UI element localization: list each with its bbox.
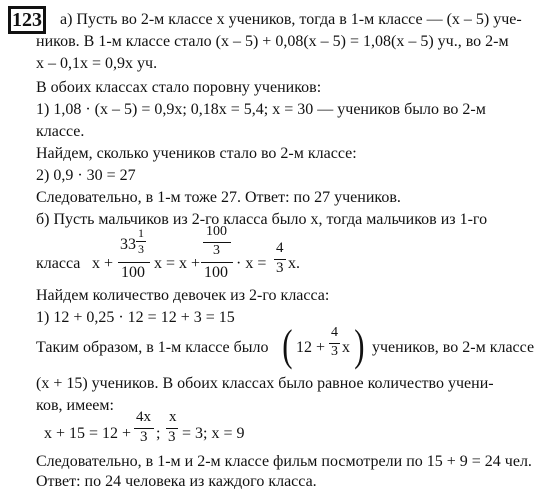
text-line-19: Ответ: по 24 человека из каждого класса. [36,473,317,490]
eq1-den1: 100 [121,264,145,281]
problem-number-badge: 123 [8,6,46,34]
text-line-5: 1) 1,08 · (x – 5) = 0,9x; 0,18x = 5,4; x = 30 — учеников было во 2-м [36,101,486,118]
eq1-res-x: x. [288,255,300,272]
eq3-f2-d: 3 [168,429,176,445]
eq3-semi: ; [156,425,161,442]
eq1-frac1-bar [118,262,150,263]
eq1-num2-d: 3 [213,243,220,258]
eq3-f1-d: 3 [140,429,148,445]
text-line-6: классе. [36,123,85,140]
eq1-res-n: 4 [276,240,284,256]
eq1-num1-frac-d: 3 [138,242,144,256]
eq2-x: x [342,339,350,356]
eq3-right: = 3; x = 9 [182,425,245,442]
text-line-15: (x + 15) учеников. В обоих классах было равное количество учени- [36,375,494,392]
eq1-frac2-bar [201,262,233,263]
text-line-13: 1) 12 + 0,25 · 12 = 12 + 3 = 15 [36,309,235,326]
eq1-mid: x = x + [154,255,201,272]
text-line-12: Найдем количество девочек из 2-го класса: [36,287,330,304]
eq1-num1-whole: 33 [120,236,136,253]
eq3-f2-n: x [169,409,177,425]
eq1-prefix: класса [36,255,81,272]
eq1-res-d: 3 [276,260,284,276]
text-line-1: а) Пусть во 2-м классе x учеников, тогда в 1-м классе — (x – 5) уче- [60,11,522,28]
text-line-14a: Таким образом, в 1-м классе было [36,339,269,356]
text-line-8: 2) 0,9 · 30 = 27 [36,167,136,184]
eq2-open-paren: ( [282,321,293,370]
eq1-num2-n: 100 [206,224,227,239]
eq2-open: 12 + [296,339,326,356]
eq3-f1-n: 4x [136,409,151,425]
eq1-den2: 100 [204,264,228,281]
eq1-num1-frac-n: 1 [138,226,144,240]
eq1-x-plus: x + [92,255,114,272]
text-line-18: Следовательно, в 1-м и 2-м классе фильм посмотрели по 15 + 9 = 24 чел. [36,453,532,470]
text-line-16: ков, имеем: [36,397,114,414]
text-line-14b: учеников, во 2-м классе [372,339,535,356]
eq2-close-paren: ) [354,321,365,370]
eq2-d: 3 [331,344,338,359]
eq1-tail: · x = [236,255,267,272]
text-line-9: Следовательно, в 1-м тоже 27. Ответ: по 27 учеников. [36,189,401,206]
text-line-4: В обоих классах стало поровну учеников: [36,79,322,96]
eq3-left: x + 15 = 12 + [44,425,132,442]
text-line-3: x – 0,1x = 0,9x уч. [36,55,158,72]
text-line-2: ников. В 1-м классе стало (x – 5) + 0,08(x – 5) = 1,08(x – 5) уч., во 2-м [36,33,509,50]
eq2-n: 4 [331,325,338,340]
text-line-10: б) Пусть мальчиков из 2-го класса было x, тогда мальчиков из 1-го [36,211,488,228]
text-line-7: Найдем, сколько учеников стало во 2-м классе: [36,145,357,162]
